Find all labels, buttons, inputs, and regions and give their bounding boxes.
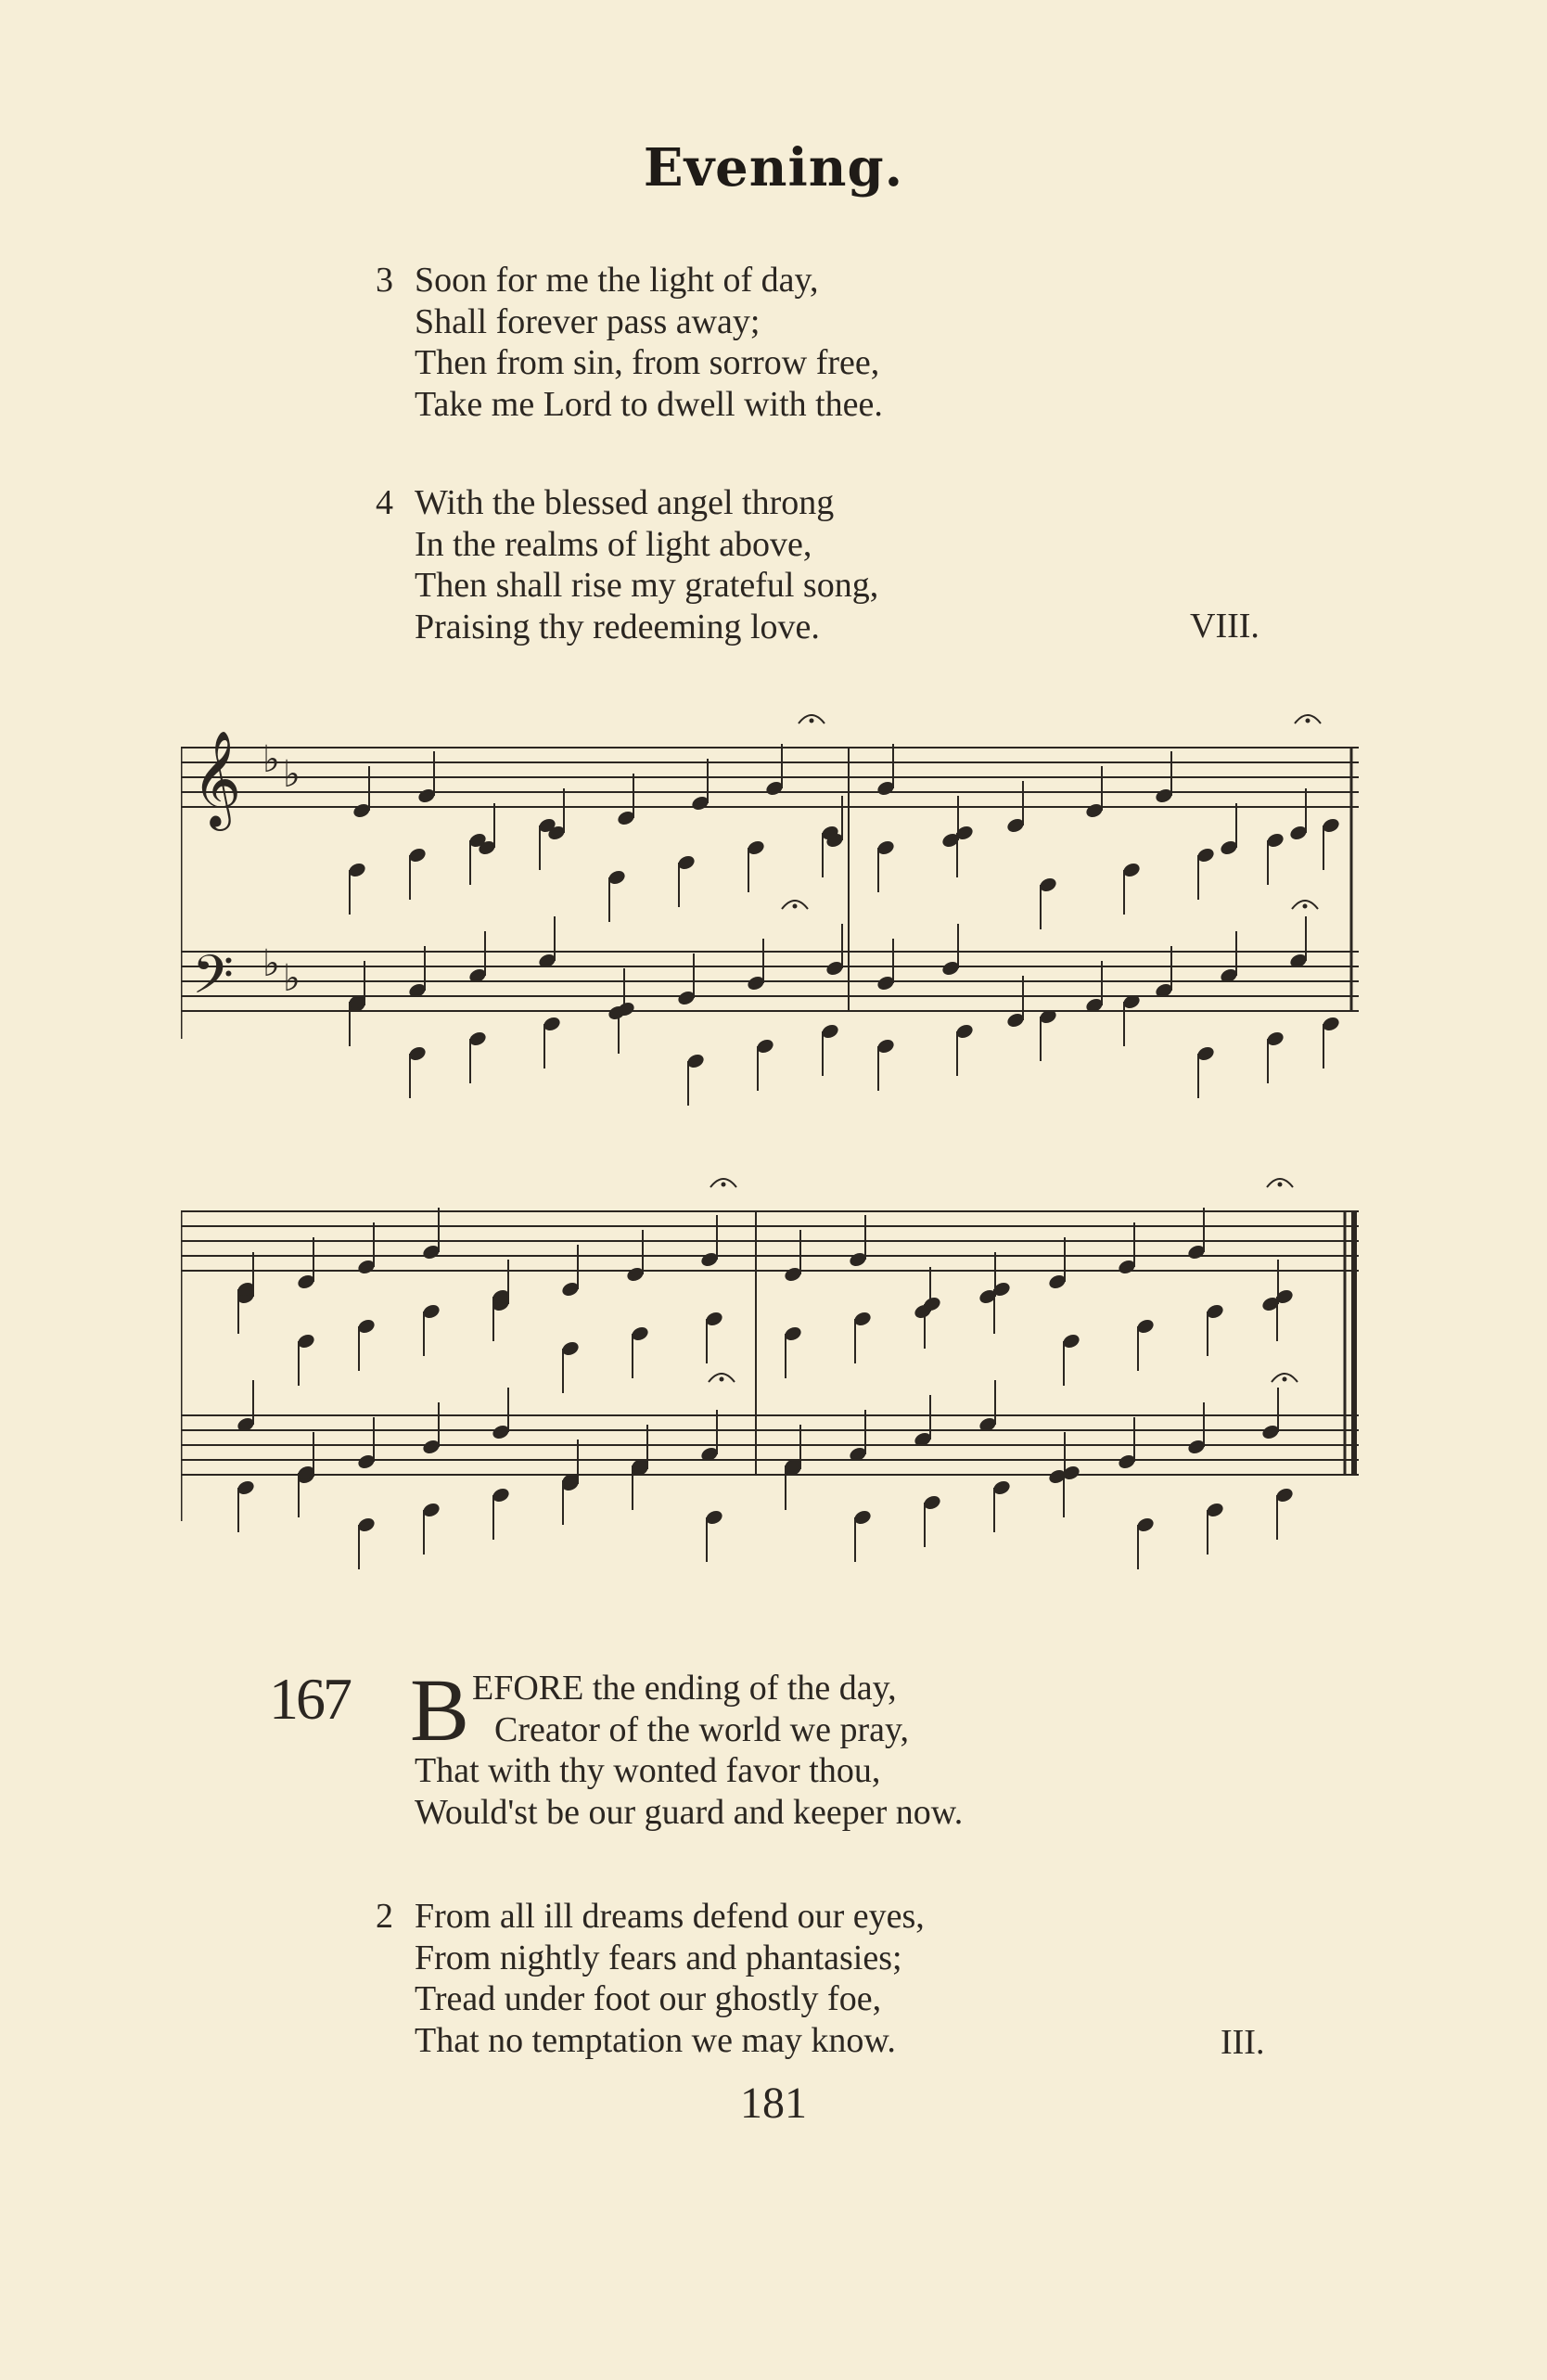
meter-label: VIII. (1190, 607, 1259, 646)
fermata-dot (1283, 1377, 1287, 1382)
verse-line: Then shall rise my grateful song, (415, 566, 879, 605)
hymn-number: 167 (269, 1666, 350, 1732)
flat-icon: ♭ (262, 738, 280, 781)
stanza-number: 4 (376, 483, 393, 522)
music-score-system-2 (181, 1169, 1363, 1595)
verse-line: Take me Lord to dwell with thee. (415, 384, 883, 424)
fermata-dot (1303, 904, 1308, 909)
meter-label: III. (1221, 2023, 1265, 2062)
page-number: 181 (740, 2079, 807, 2128)
treble-clef-icon: 𝄞 (192, 730, 242, 827)
fermata-dot (1306, 719, 1310, 723)
fermata-dot (810, 719, 814, 723)
verse-line: EFORE the ending of the day, (472, 1669, 897, 1708)
stanza-3 (376, 260, 883, 425)
stanza-number: 3 (376, 261, 393, 300)
flat-icon: ♭ (283, 753, 300, 796)
fermata-dot (1278, 1183, 1283, 1187)
page-title: Evening. (643, 137, 904, 198)
verse-line: Tread under foot our ghostly foe, (415, 1979, 882, 2018)
verse-line: That with thy wonted favor thou, (415, 1751, 881, 1790)
verse-line: Creator of the world we pray, (494, 1709, 910, 1749)
hymn-stanza-2 (376, 1896, 925, 2061)
verse-line: Soon for me the light of day, (415, 261, 819, 300)
verse-line: That no temptation we may know. (415, 2020, 896, 2060)
verse-line: From all ill dreams defend our eyes, (415, 1897, 925, 1936)
verse-line: Shall forever pass away; (415, 301, 761, 341)
verse-line: In the realms of light above, (415, 524, 812, 564)
fermata-dot (720, 1377, 724, 1382)
verse-line: With the blessed angel throng (415, 483, 835, 522)
flat-icon: ♭ (262, 942, 280, 985)
verse-line: Then from sin, from sorrow free, (415, 343, 880, 382)
stanza-number: 2 (376, 1897, 393, 1936)
hymn-stanza-1 (415, 1668, 963, 1833)
stanza-4 (376, 482, 879, 647)
drop-cap: B (410, 1660, 470, 1759)
verse-line: Praising thy redeeming love. (415, 607, 820, 646)
flat-icon: ♭ (283, 957, 300, 1000)
bass-clef-icon: 𝄢 (192, 943, 235, 1019)
fermata-dot (793, 904, 798, 909)
verse-line: From nightly fears and phantasies; (415, 1938, 902, 1977)
music-score-system-1 (181, 705, 1363, 1113)
fermata-dot (722, 1183, 726, 1187)
verse-line: Would'st be our guard and keeper now. (415, 1792, 964, 1832)
